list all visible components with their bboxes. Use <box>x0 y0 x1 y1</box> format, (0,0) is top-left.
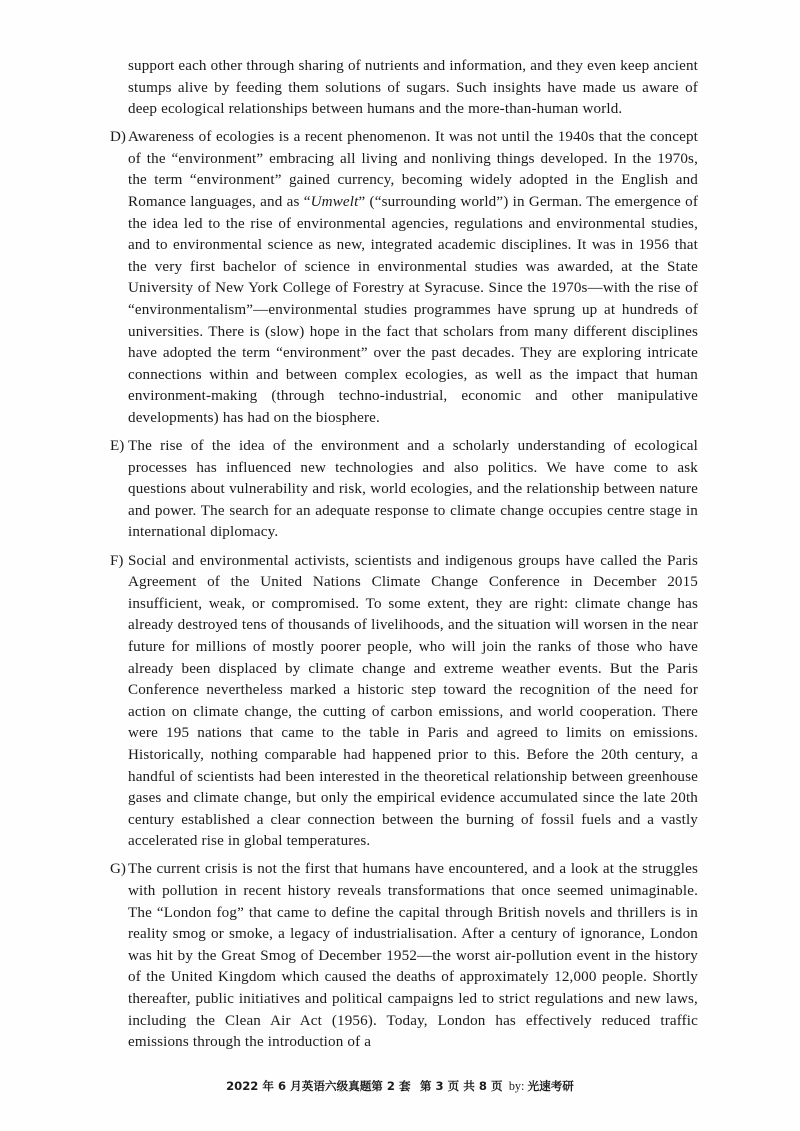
page-content <box>110 56 698 1054</box>
paragraph-f-text: Social and environmental activists, scientists and indigenous groups have called the Paris Agreement of the United Nations Climate Change Conference in December 2015 insufficient, weak, or compromised. To some extent, they are right: climate change has already destroyed tens of thousands of livelihoods, and the situation will worsen in the near future for millions of mostly poorer people, who will join the ranks of those who have already been displaced by climate change and extreme weather events. But the Paris Conference nevertheless marked a historic step toward the recognition of the need for action on climate change, the cutting of carbon emissions, and world cooperation. There were 195 nations that came to the table in Paris and agreed to limits on emissions. Historically, nothing comparable had happened prior to this. Before the 20th century, a handful of scientists had been interested in the theoretical relationship between greenhouse gases and climate change, but only the empirical evidence accumulated since the late 20th century established a clear connection between the burning of fossil fuels and a vastly accelerated rise in global temperatures. <box>128 552 698 850</box>
paragraph-e-text: The rise of the idea of the environment and a scholarly understanding of ecological processes has influenced new technologies and also politics. We have come to ask questions about vulnerability and risk, world ecologies, and the relationship between nature and power. The search for an adequate response to climate change occupies centre stage in international diplomacy. <box>128 438 698 541</box>
footer-page-info: 第 3 页 共 8 页 <box>419 1079 503 1093</box>
paragraph-d-text-part2: ” (“surrounding world”) in German. The emergence of the idea led to the rise of environmental agencies, regulations and environmental studies, and to environmental science as new, integrated academic disciplines. It was in 1956 that the very first bachelor of science in environmental studies was awarded, at the State University of New York College of Forestry at Syracuse. Since the 1970s—with the rise of “environmentalism”—environmental studies programmes have sprung up at hundreds of universities. There is (slow) hope in the fact that scholars from many different disciplines have adopted the term “environment” over the past decades. They are exploring intricate connections within and between complex ecologies, as well as the impact that human environment-making (through techno-industrial, economic and other manipulative developments) has had on the biosphere. <box>128 194 699 426</box>
page-footer <box>0 1078 800 1094</box>
paragraph-d <box>110 127 698 429</box>
paragraph-g <box>110 859 698 1053</box>
paragraph-e-marker: E) <box>110 438 125 455</box>
paragraph-g-marker: G) <box>110 861 126 878</box>
footer-spacer-1 <box>411 1079 420 1093</box>
paragraph-continued-text: support each other through sharing of nutrients and information, and they even keep ancient stumps alive by feeding them solutions of sugars. Such insights have made us aware of deep ecological relationships between humans and the more-than-human world. <box>128 58 698 118</box>
footer-credit-label: by: <box>508 1079 525 1093</box>
paragraph-continued <box>110 56 698 121</box>
paragraph-d-italic-term: Umwelt <box>310 194 359 211</box>
paragraph-f-marker: F) <box>110 552 124 569</box>
paragraph-d-text-part1: Awareness of ecologies is a recent phenomenon. It was not until the 1940s that the concept of the “environment” embracing all living and nonliving things developed. In the 1970s, the term “environment” gained currency, becoming widely adopted in the English and Romance languages, and as “ <box>128 129 698 211</box>
paragraph-d-marker: D) <box>110 129 126 146</box>
paragraph-e <box>110 436 698 544</box>
footer-exam-title: 2022 年 6 月英语六级真题第 2 套 <box>226 1079 411 1093</box>
paragraph-f <box>110 551 698 853</box>
footer-credit-name: 光速考研 <box>527 1079 574 1093</box>
paragraph-d-text <box>128 127 698 429</box>
paragraph-g-text: The current crisis is not the first that humans have encountered, and a look at the struggles with pollution in recent history reveals transformations that once seemed unimaginable. The “London fog” that came to define the capital through British novels and thrillers is in reality smog or smoke, a legacy of industrialisation. After a century of ignorance, London was hit by the Great Smog of December 1952—the worst air-pollution event in the history of the United Kingdom which caused the deaths of approximately 12,000 people. Shortly thereafter, public initiatives and political campaigns led to strict regulations and new laws, including the Clean Air Act (1956). Today, London has effectively reduced traffic emissions through the introduction of a <box>128 861 698 1051</box>
